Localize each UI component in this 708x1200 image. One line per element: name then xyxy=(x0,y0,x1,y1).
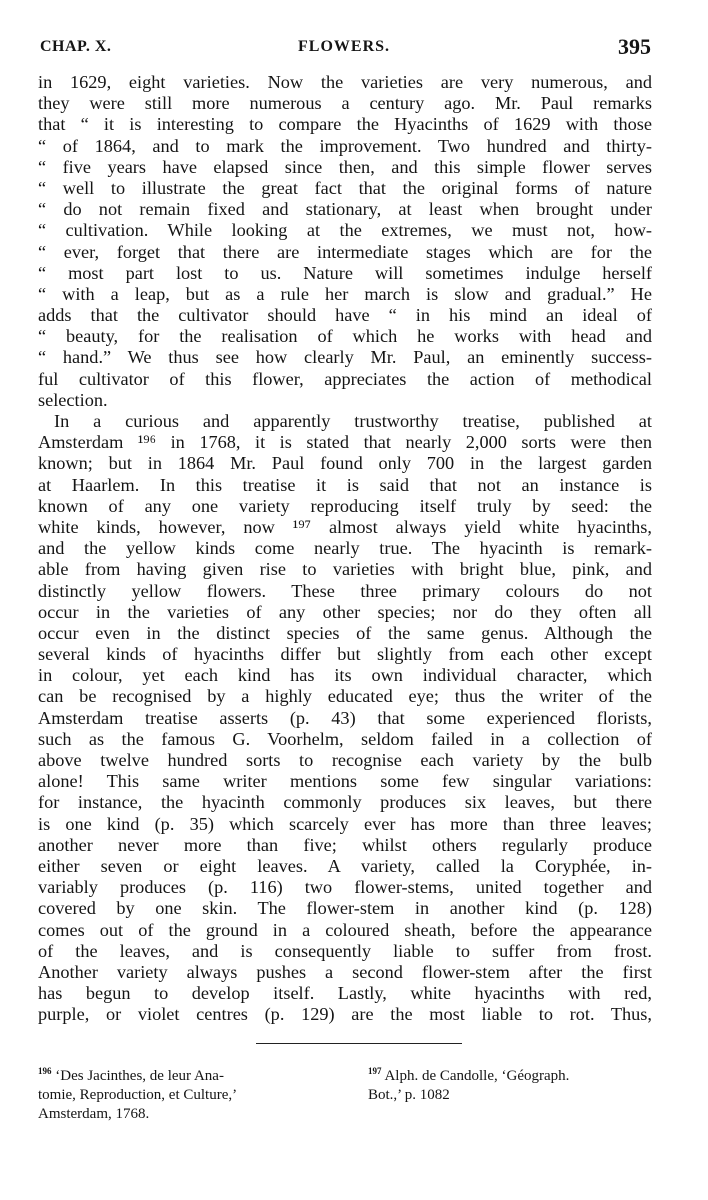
text-line: “ five years have elapsed since then, and this simple flower serves xyxy=(38,156,652,177)
footnote-196 xyxy=(38,1062,348,1124)
text-line: they were still more numerous a century ago. Mr. Paul remarks xyxy=(38,93,652,114)
footnote-line: Bot.,’ p. 1082 xyxy=(368,1087,450,1103)
text-line: that “ it is interesting to compare the Hyacinths of 1629 with those xyxy=(38,114,652,135)
text-line: adds that the cultivator should have “ in his mind an ideal of xyxy=(38,305,652,326)
footnote-line xyxy=(38,1062,348,1086)
text-line: selection. xyxy=(38,389,108,410)
text-line: alone! This same writer mentions some few singular variations: xyxy=(38,771,652,792)
text-line: white kinds, however, now ¹⁹⁷ almost always yield white hyacinths, xyxy=(38,516,652,537)
text-line: is one kind (p. 35) which scarcely ever has more than three leaves; xyxy=(38,813,652,834)
text-line: either seven or eight leaves. A variety, called la Coryphée, in- xyxy=(38,855,652,876)
text-line: in colour, yet each kind has its own individual character, which xyxy=(38,665,652,686)
text-line: “ hand.” We thus see how clearly Mr. Paul, an eminently success- xyxy=(38,347,652,368)
text-line: of the leaves, and is consequently liable to suffer from frost. xyxy=(38,940,652,961)
text-line: In a curious and apparently trustworthy treatise, published at xyxy=(54,411,652,431)
footnote-line: tomie, Reproduction, et Culture,’ xyxy=(38,1087,238,1103)
text-line: can be recognised by a highly educated eye; thus the writer of the xyxy=(38,686,652,707)
footnote-text: Alph. de Candolle, ‘Géograph. xyxy=(384,1068,570,1084)
text-line: Amsterdam treatise asserts (p. 43) that some experienced florists, xyxy=(38,707,652,728)
text-line: “ beauty, for the realisation of which he works with head and xyxy=(38,326,652,347)
text-line: occur even in the distinct species of the same genus. Although the xyxy=(38,622,652,643)
text-line: such as the famous G. Voorhelm, seldom failed in a collection of xyxy=(38,728,652,749)
text-line: “ do not remain fixed and stationary, at least when brought under xyxy=(38,199,652,220)
text-line: and the yellow kinds come nearly true. The hyacinth is remark- xyxy=(38,538,652,559)
text-line: purple, or violet centres (p. 129) are the most liable to rot. Thus, xyxy=(38,1004,652,1025)
footnote-line xyxy=(368,1062,658,1086)
text-line: another never more than five; whilst others regularly produce xyxy=(38,834,652,855)
text-line: “ with a leap, but as a rule her march is slow and gradual.” He xyxy=(38,283,652,304)
text-line: known of any one variety reproducing itself truly by seed: the xyxy=(38,495,652,516)
chapter-label: CHAP. X. xyxy=(40,38,112,55)
text-line: known; but in 1864 Mr. Paul found only 700 in the largest garden xyxy=(38,453,652,474)
running-title: FLOWERS. xyxy=(298,38,391,55)
text-line: “ cultivation. While looking at the extremes, we must not, how- xyxy=(38,220,652,241)
text-line: above twelve hundred sorts to recognise each variety by the bulb xyxy=(38,750,652,770)
footnote-number: 197 xyxy=(368,1066,382,1076)
text-line: at Haarlem. In this treatise it is said that not an instance is xyxy=(38,474,652,495)
text-line: has begun to develop itself. Lastly, white hyacinths with red, xyxy=(38,983,652,1004)
text-line: several kinds of hyacinths differ but slightly from each other except xyxy=(38,644,652,665)
footnote-number: 196 xyxy=(38,1066,52,1076)
text-line: Another variety always pushes a second flower-stem after the first xyxy=(38,961,652,982)
text-line: ful cultivator of this flower, appreciates the action of methodical xyxy=(38,368,652,389)
footnote-line: Amsterdam, 1768. xyxy=(38,1106,150,1122)
text-line: covered by one skin. The flower-stem in another kind (p. 128) xyxy=(38,898,652,919)
text-line: comes out of the ground in a coloured sheath, before the appearance xyxy=(38,919,652,940)
text-line: occur in the varieties of any other species; nor do they often all xyxy=(38,601,652,622)
text-line: “ of 1864, and to mark the improvement. Two hundred and thirty- xyxy=(38,135,652,156)
text-line: Amsterdam ¹⁹⁶ in 1768, it is stated that nearly 2,000 sorts were then xyxy=(38,432,652,453)
footnote-divider xyxy=(256,1043,462,1044)
text-line: for instance, the hyacinth commonly produces six leaves, but there xyxy=(38,792,652,813)
footnote-text: ‘Des Jacinthes, de leur Ana- xyxy=(55,1068,224,1084)
page-number: 395 xyxy=(618,34,651,59)
text-line: distinctly yellow flowers. These three primary colours do not xyxy=(38,580,652,601)
footnote-197 xyxy=(368,1062,658,1105)
text-line: variably produces (p. 116) two flower-stems, united together and xyxy=(38,877,652,898)
text-line: in 1629, eight varieties. Now the varieties are very numerous, and xyxy=(38,72,652,92)
text-line: “ well to illustrate the great fact that the original forms of nature xyxy=(38,177,652,198)
page-header xyxy=(40,30,651,70)
text-line: “ most part lost to us. Nature will sometimes indulge herself xyxy=(38,262,652,283)
text-line: able from having given rise to varieties with bright blue, pink, and xyxy=(38,559,652,580)
body-text xyxy=(38,72,652,1025)
text-line: “ ever, forget that there are intermediate stages which are for the xyxy=(38,241,652,262)
